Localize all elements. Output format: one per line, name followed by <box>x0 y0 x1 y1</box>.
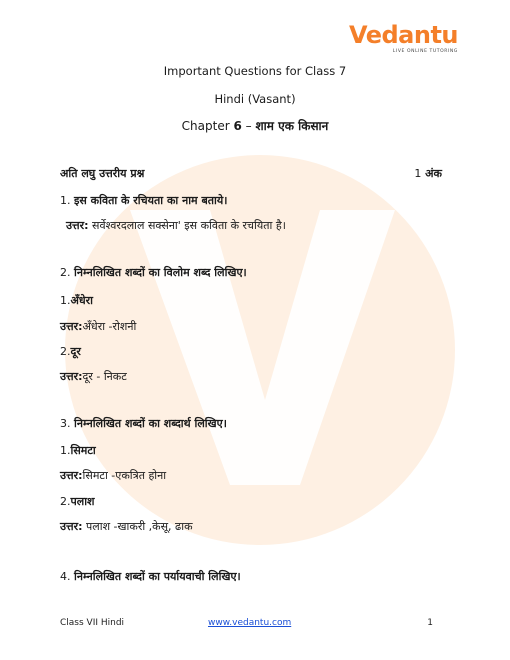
question-1 <box>60 193 227 208</box>
chapter-title: शाम एक किसान <box>255 119 329 133</box>
question-4 <box>60 569 241 584</box>
q4-number: 4. <box>60 570 74 583</box>
question-3 <box>60 416 227 431</box>
q3-item-1-word: सिमटा <box>70 444 96 457</box>
q1-answer-text: सर्वेश्वरदलाल सक्सेना' इस कविता के रचयिता है। <box>88 219 286 232</box>
q2-item-1-answer <box>60 319 136 334</box>
q2-number: 2. <box>60 266 74 279</box>
q3-item-1-answer <box>60 468 166 483</box>
q4-text: निम्नलिखित शब्दों का पर्यायवाची लिखिए। <box>74 570 241 583</box>
doc-subject: Hindi (Vasant) <box>214 92 296 106</box>
chapter-heading <box>0 117 510 134</box>
answer-label: उत्तर: <box>60 469 83 482</box>
q2-item-1 <box>60 293 93 308</box>
doc-title: Important Questions for Class 7 <box>163 64 347 78</box>
footer-website-link[interactable]: www.vedantu.com <box>208 618 292 628</box>
answer-1 <box>66 218 286 233</box>
footer-class-label: Class VII Hindi <box>60 618 125 628</box>
logo-wordmark: Vedantu <box>348 21 458 49</box>
question-2 <box>60 265 247 280</box>
vedantu-logo <box>348 22 458 54</box>
q2-item-2-answer <box>60 369 127 384</box>
marks-label: अंक <box>421 167 442 180</box>
vedantu-watermark <box>60 150 460 550</box>
q3-item-2-answer <box>60 519 193 534</box>
q1-text: इस कविता के रचियता का नाम बताये। <box>74 194 228 207</box>
section-marks <box>414 166 442 181</box>
q3-item-2-num: 2. <box>60 495 71 508</box>
q3-item-2 <box>60 494 95 509</box>
section-title: अति लघु उत्तरीय प्रश्न <box>60 167 145 180</box>
q3-item-2-word: पलाश <box>70 495 95 508</box>
footer-page-number: 1 <box>427 618 433 628</box>
q3-number: 3. <box>60 417 74 430</box>
q2-item-2-word: दूर <box>70 345 81 358</box>
answer-text: दूर - निकट <box>82 370 127 383</box>
chapter-number: 6 <box>233 119 242 133</box>
q2-text: निम्नलिखित शब्दों का विलोम शब्द लिखिए। <box>74 266 247 279</box>
q3-item-1 <box>60 443 96 458</box>
q2-item-1-word: अँधेरा <box>70 294 94 307</box>
answer-text: पलाश -खाकरी ,केसू, ढाक <box>82 520 193 533</box>
answer-label: उत्तर: <box>60 370 83 383</box>
q3-item-1-num: 1. <box>60 444 71 457</box>
q1-answer-label: उत्तर: <box>66 219 89 232</box>
q2-item-2-num: 2. <box>60 345 71 358</box>
q2-item-2 <box>60 344 81 359</box>
logo-tagline: LIVE ONLINE TUTORING <box>392 49 458 54</box>
answer-label: उत्तर: <box>60 320 83 333</box>
q3-text: निम्नलिखित शब्दों का शब्दार्थ लिखिए। <box>74 417 227 430</box>
chapter-dash: – <box>241 119 256 133</box>
q1-number: 1. <box>60 194 74 207</box>
chapter-prefix: Chapter <box>181 119 234 133</box>
marks-number: 1 <box>414 167 422 180</box>
answer-text: सिमटा -एकत्रित होना <box>82 469 167 482</box>
q2-item-1-num: 1. <box>60 294 71 307</box>
answer-label: उत्तर: <box>60 520 83 533</box>
answer-text: अँधेरा -रोशनी <box>82 320 137 333</box>
